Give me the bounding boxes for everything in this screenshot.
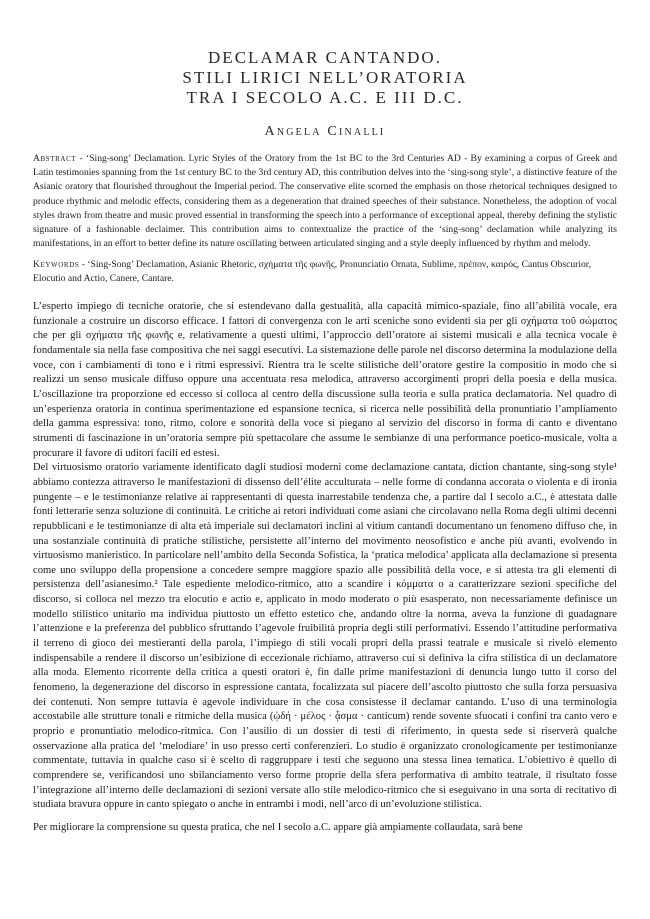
- body-paragraph: Del virtuosismo oratorio variamente identificato dagli studiosi moderni come declamazione cantata, diction chantante, sing-song style¹ abbiamo contezza attraverso le manifestazioni di dissenso dell’élite acculturata – nelle forme di condanna accorata o violenta e di ironia pungente – e le testimonianze relative ai rappresentanti di questa inarrestabile tendenza che, a partire dal I secolo a.C., è attestata dalle fonti letterarie senza soluzione di continuità. Le critiche ai retori individuati come asiani che circolavano nella Roma degli ultimi decenni repubblicani e le testimonianze di alta età imperiale sui declamatori inclini al vitium cantandi documentano un fenomeno diffuso che, in una sostanziale continuità di pratiche stilistiche, persistette all’interno del movimento neosofistico e anche più avanti, evolvendo in virtuosismo manieristico. In particolare nell’ambito della Seconda Sofistica, la ‘pratica melodica’ applicata alla declamazione si presenta come uno sviluppo della propensione a concedere sempre maggiore spazio alle possibilità della voce, e si attesta tra gli elementi di persistenza dell’asianesimo.² Tale espediente melodico-ritmico, atto a scandire i κόμματα o a caratterizzare sezioni specifiche del discorso, si colloca nel mezzo tra elocutio e actio e, applicato in modo moderato o più esasperato, non necessariamente definisce un modello stilistico unitario ma individua piuttosto un effetto estetico che, andando oltre la norma, aveva la funzione di guadagnare l’attenzione e la preferenza del pubblico sfruttando l’agevole fruibilità propria degli stili performativi. Essendo l’attitudine performativa il terreno di gioco dei mestieranti della parola, l’impiego di stili vocali propri della prassi teatrale e musicale si rivelò elemento indispensabile a rendere il discorso un’esibizione di eccezionale richiamo, attraverso cui si definiva la cifra stilistica di un declamatore alla moda. Elemento ricorrente della critica a questi oratori è, fin dalle prime manifestazioni di denuncia lungo tutto il corso del fenomeno, la degenerazione del discorso in espressione cantata, focalizzata sul piacere dell’ascolto piuttosto che sulla forza persuasiva dei contenuti. Non sempre tuttavia è agevole individuare in che cosa consistesse il declamar cantando. L’uso di una terminologia accostabile alle strutture tonali e ritmiche della musica (ᾠδή · μέλος · ᾆσμα · canticum) rende sovente sfuocati i confini tra canto vero e proprio e pronuntiatio melodico-ritmica. Con l’ausilio di un dossier di testi di riferimento, in questa sede si riserverà qualche osservazione alla pratica del ‘melodiare’ in uso presso certi conferenzieri. Lo studio è organizzato cronologicamente per testimonianze commentate, tuttavia in qualche caso si è scelto di raggruppare i testi che seguono una stessa linea tematica. L’obiettivo è quello di comprendere se, verificandosi uno sbilanciamento verso forme proprie della sfera performativa di ambito teatrale, il risultato fosse l’integrazione all’interno delle declamazioni di sezioni versate allo stile melodico-ritmico che si eseguivano in una sorta di recitativo di studiata bravura oppure in canto spiegato o anche in entrambi i modi, nell’arco di un’evoluzione stilistica.: [33, 462, 617, 811]
- body-paragraph: Per migliorare la comprensione su questa pratica, che nel I secolo a.C. appare già ampiamente collaudata, sarà bene: [33, 821, 523, 833]
- keywords-text: - ‘Sing-Song’ Declamation, Asianic Rhetoric, σχήματα τῆς φωνῆς, Pronunciatio Ornata, Sublime, πρέπον, καιρός, Cantus Obscurior, Elocutio and Actio, Canere, Cantare.: [33, 259, 592, 285]
- title-line-2: STILI LIRICI NELL’ORATORIA: [182, 68, 468, 87]
- keywords: [33, 258, 617, 286]
- title-line-3: TRA I SECOLO A.C. E III D.C.: [186, 88, 464, 107]
- body-text: [33, 300, 617, 836]
- title-line-1: DECLAMAR CANTANDO.: [208, 48, 442, 67]
- article-title: [0, 48, 650, 140]
- body-paragraph: L’esperto impiego di tecniche oratorie, che si estendevano dalla gestualità, alla capacità mimico-spaziale, fino all’abilità vocale, era funzionale a costruire un discorso efficace. I fattori di convergenza con le arti sceniche sono evidenti sia per gli σχήματα τοῦ σώματος che per gli σχήματα τῆς φωνῆς e, relativamente a questi ultimi, l’approccio dell’oratore ai sistemi musicali e alla tecnica vocale è fondamentale sia nella fase compositiva che nei saggi esecutivi. La sistemazione delle parole nel discorso determina la modulazione della voce, con i cambiamenti di tono e i ritmi espressivi. Rientra tra le scelte stilistiche dell’oratore gestire la compositio in modo che si realizzi un senso musicale diffuso oppure una accentuata resa melodica, attraverso accorgimenti propri della poesia e della musica. L’oscillazione tra proporzione ed eccesso si colloca al centro della discussione sulla teoria e sulla pratica declamatoria. Nel quadro di un’esperienza oratoria in continua sperimentazione ed espansione tecnica, si ricerca nelle possibilità della pronuntiatio l’ampliamento della gamma espressiva: tono, ritmo, colore e sonorità della voce si piegano al servizio del discorso in forma di canto e diventano strumenti di fascinazione in un’oratoria sempre più spettacolare che assume le sembianze di una performance poetico-musicale, volta a procurare il favore di uditori facili ed estesi.: [33, 301, 617, 459]
- keywords-label: Keywords: [33, 259, 80, 270]
- abstract-label: Abstract: [33, 153, 77, 164]
- paragraph-gap: [33, 813, 617, 821]
- author-name: Angela Cinalli: [264, 124, 386, 139]
- abstract: [33, 152, 617, 251]
- abstract-text: - ‘Sing-song’ Declamation. Lyric Styles of the Oratory from the 1st BC to the 3rd Centuries AD - By examining a corpus of Greek and Latin testimonies spanning from the 1st century BC to the 3rd century AD, this contribution delves into the ‘sing-song style’, a distinctive feature of the Asianic oratory that flourished throughout the Imperial period. The conservative elite scorned the emphasis on those rhetorical techniques designed to produce rhythmic and melodic effects, considering them as a degeneration that drained speeches of their substance. Nonetheless, the adoption of vocal styles drawn from theatre and music proved essential in transforming the speech into a performance of exceptional appeal, thereby defining the stylistic signature of a fashionable declaimer. This contribution aims to contextualize the practice of the ‘sing-song’ declamation while analyzing its manifestations, in an effort to better define its nature oscillating between articulated singing and a style deeply influenced by rhythm and melody.: [33, 153, 617, 250]
